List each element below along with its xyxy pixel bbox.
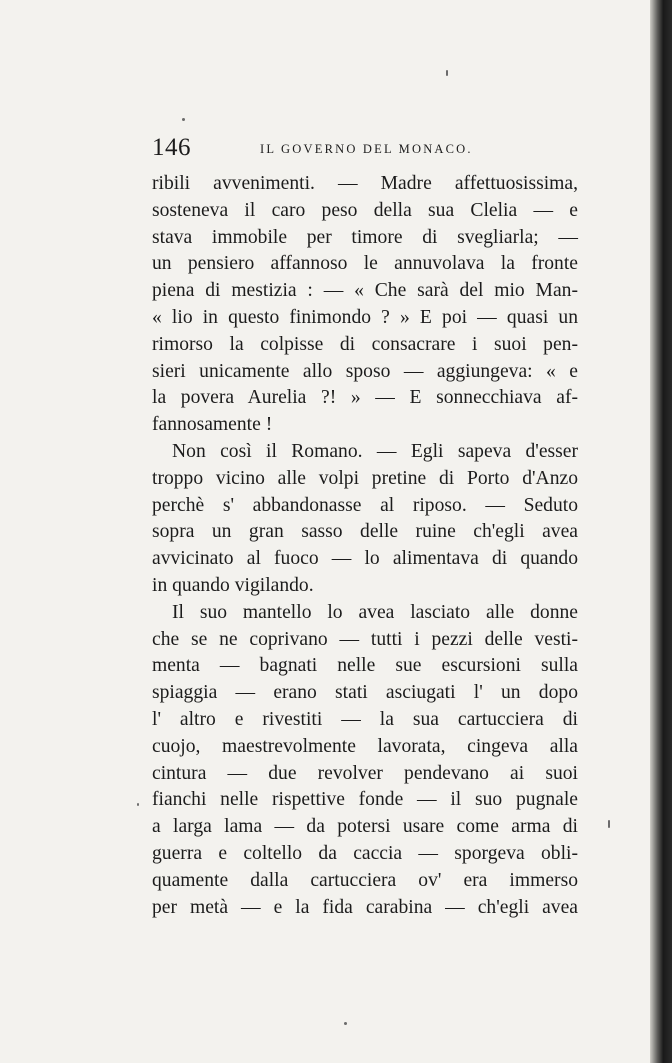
text-line: cintura — due revolver pendevano ai suoi xyxy=(152,762,578,784)
text-line: che se ne coprivano — tutti i pezzi delle vesti- xyxy=(152,628,578,650)
text-line: perchè s' abbandonasse al riposo. — Seduto xyxy=(152,494,578,516)
text-line: quamente dalla cartucciera ov' era immerso xyxy=(152,869,578,891)
text-line: rimorso la colpisse di consacrare i suoi pen- xyxy=(152,333,578,355)
text-line: un pensiero affannoso le annuvolava la fronte xyxy=(152,253,578,275)
text-line: fianchi nelle rispettive fonde — il suo pugnale xyxy=(152,789,578,811)
paragraph-end-line: in quando vigilando. xyxy=(152,574,314,596)
text-line: avvicinato al fuoco — lo alimentava di quando xyxy=(152,548,578,570)
text-line: stava immobile per timore di svegliarla; — xyxy=(152,226,578,248)
paper-speck xyxy=(608,820,610,828)
page-header xyxy=(152,134,582,164)
text-line: « lio in questo finimondo ? » E poi — quasi un xyxy=(152,306,578,328)
text-line: piena di mestizia : — « Che sarà del mio Man- xyxy=(152,280,578,302)
text-line: la povera Aurelia ?! » — E sonnecchiava af- xyxy=(152,387,578,409)
text-line: guerra e coltello da caccia — sporgeva obli- xyxy=(152,842,578,864)
page-number: 146 xyxy=(152,134,191,161)
paragraph-start-line: Non così il Romano. — Egli sapeva d'esser xyxy=(172,440,578,462)
paper-speck xyxy=(344,1022,347,1025)
text-line: a larga lama — da potersi usare come arma di xyxy=(152,816,578,838)
text-line: ribili avvenimenti. — Madre affettuosissima, xyxy=(152,173,578,194)
text-line: spiaggia — erano stati asciugati l' un dopo xyxy=(152,682,578,704)
text-line: sosteneva il caro peso della sua Clelia — e xyxy=(152,199,578,221)
paper-speck xyxy=(182,118,185,121)
paragraph-start-line: Il suo mantello lo avea lasciato alle donne xyxy=(172,601,578,623)
text-body xyxy=(152,171,578,921)
book-binding-edge xyxy=(650,0,672,1063)
paper-speck xyxy=(446,70,448,76)
text-line: troppo vicino alle volpi pretine di Porto d'Anzo xyxy=(152,467,578,489)
text-line: menta — bagnati nelle sue escursioni sulla xyxy=(152,655,578,677)
paragraph-end-line: fannosamente ! xyxy=(152,414,273,436)
text-line: per metà — e la fida carabina — ch'egli avea xyxy=(152,896,578,918)
text-line: sopra un gran sasso delle ruine ch'egli avea xyxy=(152,521,578,543)
running-title: IL GOVERNO DEL MONACO. xyxy=(260,142,473,156)
paper-speck xyxy=(137,803,139,806)
text-line: sieri unicamente allo sposo — aggiungeva: « e xyxy=(152,360,578,382)
text-line: l' altro e rivestiti — la sua cartucciera di xyxy=(152,708,578,730)
text-line: cuojo, maestrevolmente lavorata, cingeva alla xyxy=(152,735,578,757)
